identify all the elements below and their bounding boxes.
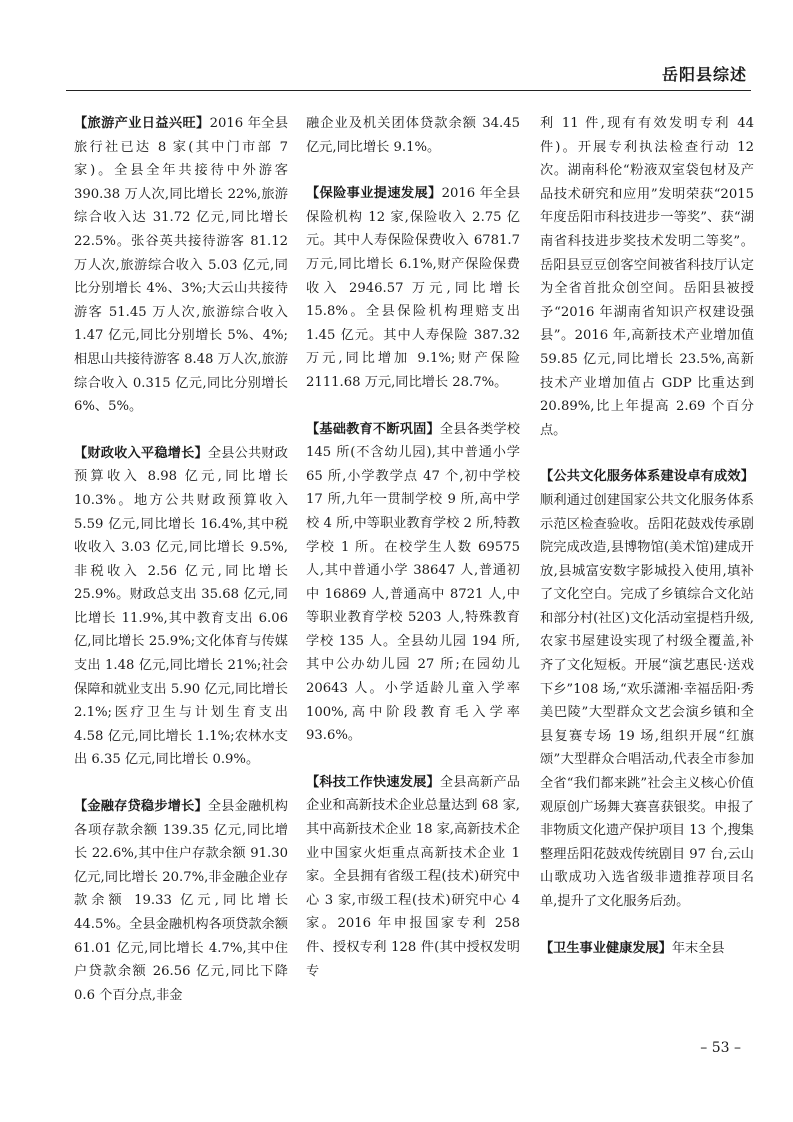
paragraph-text: 全县金融机构各项存款余额 139.35 亿元,同比增长 22.6%,其中住户存款余额 91.30 亿元,同比增长 20.7%,非金融企业存款余额 19.33 亿元,同比增长 44.5%。全县金融机构各项贷款余额 61.01 亿元,同比增长 4.7%,其中住户贷款余额 26.56 亿元,同比下降 0.6 个百分点,非金 (74, 799, 288, 1003)
paragraph-heading: 【基础教育不断巩固】 (306, 421, 440, 437)
paragraph-text: 利 11 件,现有有效发明专利 44 件)。开展专利执法检查行动 12 次。湖南科伦“粉液双室袋包材及产品技术研究和应用”发明荣获“2015 年度岳阳市科技进步一等奖”、获“湖南省科技进步奖技术发明二等奖”。岳阳县豆豆创客空间被省科技厅认定为全省首批众创空间。岳阳县被授予“2016 年湖南省知识产权建设强县”。2016 年,高新技术产业增加值 59.85 亿元,同比增长 23.5%,高新技术产业增加值占 GDP 比重达到 20.89%,比上年提高 2.69 个百分点。 (540, 116, 754, 438)
paragraph-heading: 【金融存贷稳步增长】 (74, 799, 208, 815)
paragraph-heading: 【旅游产业日益兴旺】 (74, 116, 210, 131)
paragraph (74, 442, 288, 772)
column-3 (540, 112, 754, 983)
paragraph-text: 顺利通过创建国家公共文化服务体系示范区检查验收。岳阳花鼓戏传承剧院完成改造,县博物馆(美术馆)建成开放,县城富安数字影城投入使用,填补了文化空白。完成了乡镇综合文化站和部分村(社区)文化活动室提档升级,农家书屋建设实现了村级全覆盖,补齐了文化短板。开展“演艺惠民·送戏下乡”108 场,“欢乐潇湘·幸福岳阳·秀美巴陵”大型群众文艺会演乡镇和全县复赛专场 19 场,组织开展“红旗颂”大型群众合唱活动,代表全市参加全省“我们都来跳”社会主义核心价值观原创广场舞大赛喜获银奖。申报了非物质文化遗产保护项目 13 个,搜集整理岳阳花鼓戏传统剧目 97 台,云山山歌成功入选省级非遗推荐项目名单,提升了文化服务后劲。 (540, 492, 754, 909)
column-1 (74, 112, 288, 1030)
paragraph (306, 418, 520, 748)
paragraph-heading: 【科技工作快速发展】 (306, 774, 440, 790)
paragraph-text: 全县高新产品企业和高新技术企业总量达到 68 家,其中高新技术企业 18 家,高新技术企业中国家火炬重点高新技术企业 1 家。全县拥有省级工程(技术)研究中心 3 家,市级工程(技术)研究中心 4 家。2016 年申报国家专利 258 件、授权专利 128 件(其中授权发明专 (306, 774, 520, 979)
paragraph (306, 182, 520, 394)
paragraph (540, 465, 754, 913)
paragraph-text: 年末全县 (671, 940, 725, 956)
paragraph (74, 795, 288, 1007)
paragraph-text: 全县各类学校 145 所(不含幼儿园),其中普通小学 65 所,小学教学点 47 个,初中学校 17 所,九年一贯制学校 9 所,高中学校 4 所,中等职业教育学校 2 所,特教学校 1 所。在校学生人数 69575 人,其中普通小学 38647 人,普通初中 16869 人,普通高中 8721 人,中等职业教育学校 5203 人,特殊教育学校 135 人。全县幼儿园 194 所,其中公办幼儿园 27 所;在园幼儿 20643 人。小学适龄儿童入学率 100%,高中阶段教育毛入学率 93.6%。 (306, 421, 520, 744)
running-header-title: 岳阳县综述 (661, 65, 747, 84)
paragraph-text: 融企业及机关团体贷款余额 34.45 亿元,同比增长 9.1%。 (306, 116, 520, 155)
paragraph-text: 全县公共财政预算收入 8.98 亿元,同比增长 10.3%。地方公共财政预算收入 5.59 亿元,同比增长 16.4%,其中税收收入 3.03 亿元,同比增长 9.5%,非税收入 2.56 亿元,同比增长 25.9%。财政总支出 35.68 亿元,同比增长 11.9%,其中教育支出 6.06 亿,同比增长 25.9%;文化体育与传媒支出 1.48 亿元,同比增长 21%;社会保障和就业支出 5.90 亿元,同比增长 2.1%;医疗卫生与计划生育支出 4.58 亿元,同比增长 1.1%;农林水支出 6.35 亿元,同比增长 0.9%。 (74, 445, 288, 768)
paragraph (540, 112, 754, 442)
paragraph-heading: 【公共文化服务体系建设卓有成效】 (540, 469, 754, 485)
paragraph (306, 112, 520, 159)
paragraph-heading: 【财政收入平稳增长】 (74, 445, 208, 461)
paragraph (306, 771, 520, 983)
paragraph (540, 937, 754, 961)
page-number: – 53 – (700, 1040, 741, 1056)
paragraph-heading: 【卫生事业健康发展】 (540, 940, 672, 956)
paragraph-text: 2016 年全县保险机构 12 家,保险收入 2.75 亿元。其中人寿保险保费收入 6781.7 万元,同比增长 6.1%,财产保险保费收入 2946.57 万元,同比增长 15.8%。全县保险机构理赔支出 1.45 亿元。其中人寿保险 387.32 万元,同比增加 9.1%;财产保险 2111.68 万元,同比增长 28.7%。 (306, 186, 521, 390)
paragraph-text: 2016 年全县旅行社已达 8 家(其中门市部 7 家)。全县全年共接待中外游客 390.38 万人次,同比增长 22%,旅游综合收入达 31.72 亿元,同比增长 22.5%。张谷英共接待游客 81.12 万人次,旅游综合收入 5.03 亿元,同比分别增长 4%、3%;大云山共接待游客 51.45 万人次,旅游综合收入 1.47 亿元,同比分别增长 5%、4%;相思山共接待游客 8.48 万人次,旅游综合收入 0.315 亿元,同比分别增长 6%、5%。 (74, 116, 289, 415)
header-rule (66, 90, 751, 91)
paragraph-heading: 【保险事业提速发展】 (306, 186, 442, 202)
paragraph (74, 112, 288, 419)
column-2 (306, 112, 520, 1006)
